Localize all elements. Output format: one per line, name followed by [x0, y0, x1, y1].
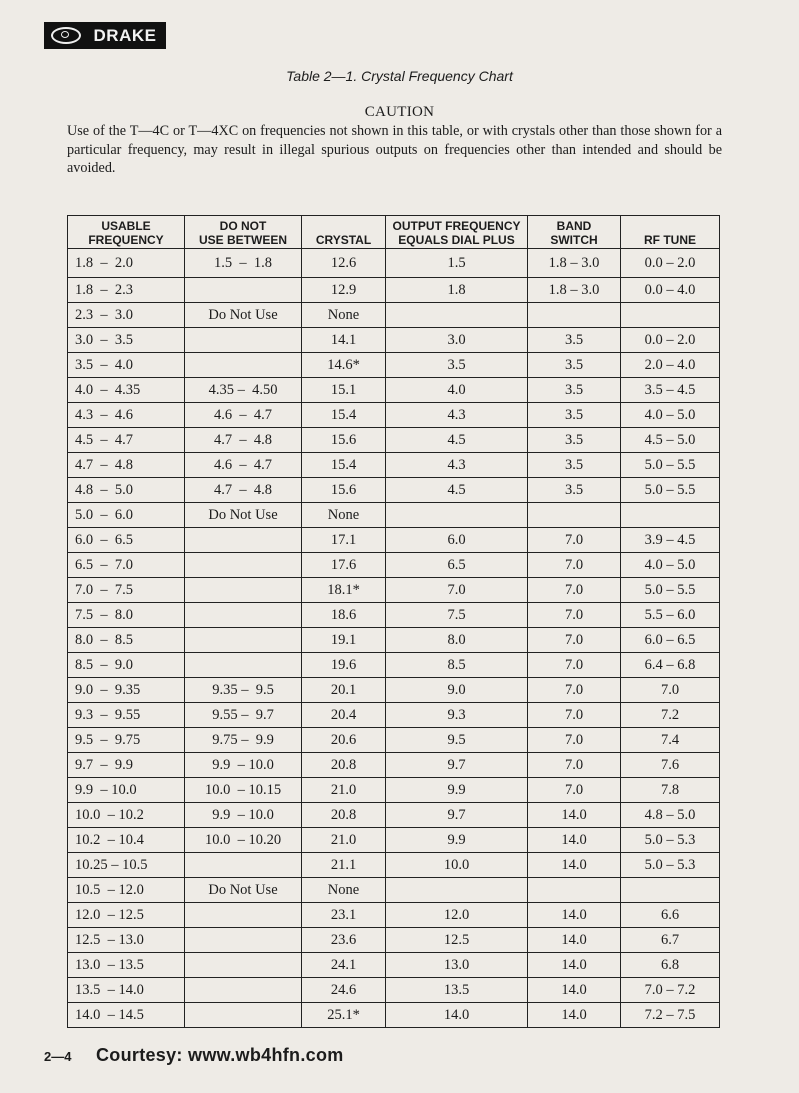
cell-crystal: 15.1: [302, 378, 386, 403]
cell-rf-tune: 7.0 – 7.2: [621, 978, 720, 1003]
cell-do-not-use: [185, 928, 302, 953]
header-band-switch: [528, 216, 621, 249]
cell-rf-tune: 0.0 – 4.0: [621, 278, 720, 303]
crystal-frequency-table: [67, 215, 720, 1028]
cell-output-frequency: [386, 878, 528, 903]
header-do-not-use-between: [185, 216, 302, 249]
cell-output-frequency: 14.0: [386, 1003, 528, 1028]
table-row: [68, 478, 720, 503]
cell-output-frequency: 9.0: [386, 678, 528, 703]
cell-do-not-use: [185, 953, 302, 978]
cell-output-frequency: 8.0: [386, 628, 528, 653]
table-row: [68, 828, 720, 853]
cell-output-frequency: 9.5: [386, 728, 528, 753]
drake-emblem-icon: [46, 24, 86, 47]
cell-rf-tune: 3.5 – 4.5: [621, 378, 720, 403]
cell-output-frequency: 8.5: [386, 653, 528, 678]
cell-do-not-use: [185, 328, 302, 353]
cell-crystal: 23.6: [302, 928, 386, 953]
cell-usable-frequency: 9.9 – 10.0: [68, 778, 185, 803]
cell-crystal: 20.8: [302, 753, 386, 778]
cell-crystal: 23.1: [302, 903, 386, 928]
cell-band-switch: 7.0: [528, 528, 621, 553]
cell-rf-tune: 6.0 – 6.5: [621, 628, 720, 653]
cell-output-frequency: 4.3: [386, 453, 528, 478]
cell-band-switch: 7.0: [528, 603, 621, 628]
cell-band-switch: 14.0: [528, 828, 621, 853]
cell-band-switch: 14.0: [528, 803, 621, 828]
cell-band-switch: 14.0: [528, 903, 621, 928]
cell-band-switch: 3.5: [528, 428, 621, 453]
cell-band-switch: 14.0: [528, 1003, 621, 1028]
header-line: FREQUENCY: [88, 233, 164, 247]
header-line: EQUALS DIAL PLUS: [398, 233, 515, 247]
cell-do-not-use: [185, 553, 302, 578]
cell-rf-tune: 0.0 – 2.0: [621, 328, 720, 353]
table-row: [68, 378, 720, 403]
cell-do-not-use: 4.6 – 4.7: [185, 453, 302, 478]
cell-output-frequency: 13.5: [386, 978, 528, 1003]
cell-usable-frequency: 7.0 – 7.5: [68, 578, 185, 603]
cell-usable-frequency: 5.0 – 6.0: [68, 503, 185, 528]
cell-band-switch: [528, 303, 621, 328]
cell-do-not-use: [185, 628, 302, 653]
cell-band-switch: 3.5: [528, 378, 621, 403]
cell-do-not-use: [185, 528, 302, 553]
cell-do-not-use: 9.55 – 9.7: [185, 703, 302, 728]
cell-usable-frequency: 3.5 – 4.0: [68, 353, 185, 378]
cell-output-frequency: 9.9: [386, 778, 528, 803]
table-row: [68, 328, 720, 353]
cell-rf-tune: 7.4: [621, 728, 720, 753]
courtesy-note: Courtesy: www.wb4hfn.com: [96, 1045, 344, 1065]
cell-usable-frequency: 9.3 – 9.55: [68, 703, 185, 728]
cell-rf-tune: 5.0 – 5.5: [621, 578, 720, 603]
cell-band-switch: 14.0: [528, 953, 621, 978]
header-line: RF TUNE: [644, 233, 696, 247]
cell-output-frequency: 9.3: [386, 703, 528, 728]
cell-usable-frequency: 9.7 – 9.9: [68, 753, 185, 778]
cell-usable-frequency: 1.8 – 2.0: [68, 249, 185, 278]
cell-usable-frequency: 8.5 – 9.0: [68, 653, 185, 678]
cell-do-not-use: 9.9 – 10.0: [185, 803, 302, 828]
cell-rf-tune: 4.5 – 5.0: [621, 428, 720, 453]
cell-crystal: 19.6: [302, 653, 386, 678]
header-line: DO NOT: [219, 219, 267, 233]
header-line: SWITCH: [550, 233, 598, 247]
cell-usable-frequency: 10.0 – 10.2: [68, 803, 185, 828]
header-line: OUTPUT FREQUENCY: [392, 219, 521, 233]
cell-rf-tune: 4.8 – 5.0: [621, 803, 720, 828]
cell-do-not-use: [185, 278, 302, 303]
cell-do-not-use: Do Not Use: [185, 503, 302, 528]
table-body: [68, 249, 720, 1028]
cell-band-switch: 7.0: [528, 728, 621, 753]
cell-rf-tune: 0.0 – 2.0: [621, 249, 720, 278]
table-row: [68, 303, 720, 328]
cell-output-frequency: 4.5: [386, 428, 528, 453]
cell-do-not-use: [185, 1003, 302, 1028]
cell-output-frequency: 12.5: [386, 928, 528, 953]
cell-do-not-use: [185, 578, 302, 603]
cell-band-switch: 3.5: [528, 478, 621, 503]
table-row: [68, 403, 720, 428]
cell-usable-frequency: 3.0 – 3.5: [68, 328, 185, 353]
cell-band-switch: 3.5: [528, 403, 621, 428]
cell-do-not-use: [185, 853, 302, 878]
cell-crystal: 24.1: [302, 953, 386, 978]
cell-usable-frequency: 8.0 – 8.5: [68, 628, 185, 653]
caution-heading: CAUTION: [364, 104, 435, 120]
header-line: BAND: [556, 219, 592, 233]
cell-rf-tune: 5.0 – 5.5: [621, 453, 720, 478]
table-row: [68, 778, 720, 803]
table-row: [68, 928, 720, 953]
table-row: [68, 603, 720, 628]
cell-crystal: 21.0: [302, 778, 386, 803]
cell-output-frequency: 1.8: [386, 278, 528, 303]
cell-usable-frequency: 4.7 – 4.8: [68, 453, 185, 478]
cell-do-not-use: [185, 353, 302, 378]
header-usable-frequency: [68, 216, 185, 249]
cell-output-frequency: 7.0: [386, 578, 528, 603]
cell-rf-tune: 5.0 – 5.3: [621, 828, 720, 853]
cell-usable-frequency: 4.5 – 4.7: [68, 428, 185, 453]
cell-usable-frequency: 9.5 – 9.75: [68, 728, 185, 753]
table-row: [68, 678, 720, 703]
cell-do-not-use: 1.5 – 1.8: [185, 249, 302, 278]
cell-rf-tune: [621, 303, 720, 328]
cell-band-switch: 7.0: [528, 578, 621, 603]
cell-band-switch: 3.5: [528, 328, 621, 353]
table-row: [68, 728, 720, 753]
cell-band-switch: 7.0: [528, 778, 621, 803]
cell-crystal: None: [302, 303, 386, 328]
cell-do-not-use: 10.0 – 10.15: [185, 778, 302, 803]
caution-text: Use of the T—4C or T—4XC on frequencies not shown in this table, or with crystals other than those shown for a particular frequency, may result in illegal spurious outputs on frequencies other than intended and should be avoided.: [67, 123, 722, 176]
cell-do-not-use: 4.7 – 4.8: [185, 478, 302, 503]
cell-band-switch: 14.0: [528, 928, 621, 953]
cell-band-switch: [528, 503, 621, 528]
table-row: [68, 903, 720, 928]
cell-usable-frequency: 13.0 – 13.5: [68, 953, 185, 978]
cell-do-not-use: 9.35 – 9.5: [185, 678, 302, 703]
cell-band-switch: 7.0: [528, 703, 621, 728]
table-row: [68, 878, 720, 903]
cell-rf-tune: 7.2 – 7.5: [621, 1003, 720, 1028]
table-row: [68, 503, 720, 528]
cell-band-switch: 7.0: [528, 553, 621, 578]
cell-do-not-use: Do Not Use: [185, 303, 302, 328]
cell-do-not-use: 4.6 – 4.7: [185, 403, 302, 428]
cell-output-frequency: 10.0: [386, 853, 528, 878]
table-row: [68, 453, 720, 478]
header-output-frequency: [386, 216, 528, 249]
cell-usable-frequency: 13.5 – 14.0: [68, 978, 185, 1003]
cell-output-frequency: 3.5: [386, 353, 528, 378]
header-crystal: [302, 216, 386, 249]
table-row: [68, 853, 720, 878]
cell-output-frequency: 9.7: [386, 803, 528, 828]
table-row: [68, 978, 720, 1003]
cell-band-switch: 7.0: [528, 678, 621, 703]
cell-crystal: 17.1: [302, 528, 386, 553]
cell-band-switch: 1.8 – 3.0: [528, 278, 621, 303]
cell-band-switch: 1.8 – 3.0: [528, 249, 621, 278]
cell-do-not-use: 10.0 – 10.20: [185, 828, 302, 853]
table-row: [68, 578, 720, 603]
table-title: Table 2—1. Crystal Frequency Chart: [286, 68, 513, 84]
cell-usable-frequency: 10.5 – 12.0: [68, 878, 185, 903]
cell-output-frequency: 7.5: [386, 603, 528, 628]
cell-crystal: 15.4: [302, 403, 386, 428]
cell-rf-tune: 2.0 – 4.0: [621, 353, 720, 378]
cell-band-switch: 7.0: [528, 628, 621, 653]
table-row: [68, 1003, 720, 1028]
cell-rf-tune: 5.0 – 5.5: [621, 478, 720, 503]
cell-usable-frequency: 6.0 – 6.5: [68, 528, 185, 553]
cell-usable-frequency: 6.5 – 7.0: [68, 553, 185, 578]
logo-text: DRAKE: [93, 25, 157, 45]
cell-output-frequency: [386, 303, 528, 328]
cell-crystal: 17.6: [302, 553, 386, 578]
table-row: [68, 249, 720, 278]
cell-band-switch: 14.0: [528, 978, 621, 1003]
cell-crystal: 20.4: [302, 703, 386, 728]
cell-band-switch: 3.5: [528, 353, 621, 378]
cell-crystal: 21.1: [302, 853, 386, 878]
cell-output-frequency: 6.5: [386, 553, 528, 578]
header-line: USABLE: [101, 219, 151, 233]
cell-usable-frequency: 4.3 – 4.6: [68, 403, 185, 428]
cell-rf-tune: 7.8: [621, 778, 720, 803]
cell-do-not-use: [185, 978, 302, 1003]
cell-crystal: None: [302, 503, 386, 528]
cell-usable-frequency: 9.0 – 9.35: [68, 678, 185, 703]
cell-output-frequency: 9.7: [386, 753, 528, 778]
cell-crystal: 20.8: [302, 803, 386, 828]
cell-usable-frequency: 14.0 – 14.5: [68, 1003, 185, 1028]
cell-rf-tune: 7.0: [621, 678, 720, 703]
table-row: [68, 753, 720, 778]
cell-usable-frequency: 4.0 – 4.35: [68, 378, 185, 403]
page-number: 2—4: [44, 1049, 72, 1064]
cell-do-not-use: 9.75 – 9.9: [185, 728, 302, 753]
cell-crystal: 15.6: [302, 478, 386, 503]
cell-rf-tune: 6.8: [621, 953, 720, 978]
cell-rf-tune: 5.5 – 6.0: [621, 603, 720, 628]
cell-usable-frequency: 12.0 – 12.5: [68, 903, 185, 928]
cell-rf-tune: 5.0 – 5.3: [621, 853, 720, 878]
table-row: [68, 628, 720, 653]
table-row: [68, 953, 720, 978]
cell-rf-tune: 6.7: [621, 928, 720, 953]
cell-rf-tune: 7.6: [621, 753, 720, 778]
cell-do-not-use: 4.35 – 4.50: [185, 378, 302, 403]
cell-usable-frequency: 1.8 – 2.3: [68, 278, 185, 303]
table-row: [68, 803, 720, 828]
header-line: USE BETWEEN: [198, 233, 287, 247]
cell-crystal: 18.1*: [302, 578, 386, 603]
cell-band-switch: 3.5: [528, 453, 621, 478]
cell-rf-tune: 6.4 – 6.8: [621, 653, 720, 678]
cell-rf-tune: 4.0 – 5.0: [621, 553, 720, 578]
cell-crystal: 15.4: [302, 453, 386, 478]
cell-output-frequency: 6.0: [386, 528, 528, 553]
table-row: [68, 553, 720, 578]
cell-crystal: 18.6: [302, 603, 386, 628]
header-rf-tune: [621, 216, 720, 249]
cell-output-frequency: 4.3: [386, 403, 528, 428]
cell-band-switch: 7.0: [528, 753, 621, 778]
cell-band-switch: 7.0: [528, 653, 621, 678]
cell-output-frequency: 13.0: [386, 953, 528, 978]
table-row: [68, 653, 720, 678]
cell-crystal: None: [302, 878, 386, 903]
cell-rf-tune: 3.9 – 4.5: [621, 528, 720, 553]
cell-usable-frequency: 10.2 – 10.4: [68, 828, 185, 853]
cell-crystal: 14.1: [302, 328, 386, 353]
cell-do-not-use: [185, 903, 302, 928]
cell-do-not-use: 9.9 – 10.0: [185, 753, 302, 778]
cell-rf-tune: [621, 878, 720, 903]
cell-usable-frequency: 10.25 – 10.5: [68, 853, 185, 878]
cell-crystal: 25.1*: [302, 1003, 386, 1028]
cell-output-frequency: [386, 503, 528, 528]
header-line: CRYSTAL: [315, 233, 372, 247]
table-header-row: [68, 216, 720, 249]
table-row: [68, 528, 720, 553]
cell-rf-tune: 6.6: [621, 903, 720, 928]
cell-crystal: 14.6*: [302, 353, 386, 378]
table-row: [68, 278, 720, 303]
cell-usable-frequency: 4.8 – 5.0: [68, 478, 185, 503]
cell-crystal: 20.6: [302, 728, 386, 753]
cell-do-not-use: Do Not Use: [185, 878, 302, 903]
cell-output-frequency: 3.0: [386, 328, 528, 353]
cell-do-not-use: 4.7 – 4.8: [185, 428, 302, 453]
cell-output-frequency: 12.0: [386, 903, 528, 928]
cell-rf-tune: 7.2: [621, 703, 720, 728]
cell-do-not-use: [185, 603, 302, 628]
cell-crystal: 21.0: [302, 828, 386, 853]
cell-crystal: 15.6: [302, 428, 386, 453]
drake-logo: [44, 22, 166, 49]
cell-output-frequency: 9.9: [386, 828, 528, 853]
cell-rf-tune: [621, 503, 720, 528]
cell-band-switch: 14.0: [528, 853, 621, 878]
cell-crystal: 12.6: [302, 249, 386, 278]
cell-output-frequency: 1.5: [386, 249, 528, 278]
cell-usable-frequency: 12.5 – 13.0: [68, 928, 185, 953]
table-row: [68, 353, 720, 378]
cell-crystal: 19.1: [302, 628, 386, 653]
cell-crystal: 24.6: [302, 978, 386, 1003]
cell-band-switch: [528, 878, 621, 903]
cell-output-frequency: 4.5: [386, 478, 528, 503]
cell-rf-tune: 4.0 – 5.0: [621, 403, 720, 428]
cell-do-not-use: [185, 653, 302, 678]
table-row: [68, 428, 720, 453]
table-row: [68, 703, 720, 728]
cell-output-frequency: 4.0: [386, 378, 528, 403]
cell-usable-frequency: 2.3 – 3.0: [68, 303, 185, 328]
cell-crystal: 20.1: [302, 678, 386, 703]
cell-crystal: 12.9: [302, 278, 386, 303]
cell-usable-frequency: 7.5 – 8.0: [68, 603, 185, 628]
